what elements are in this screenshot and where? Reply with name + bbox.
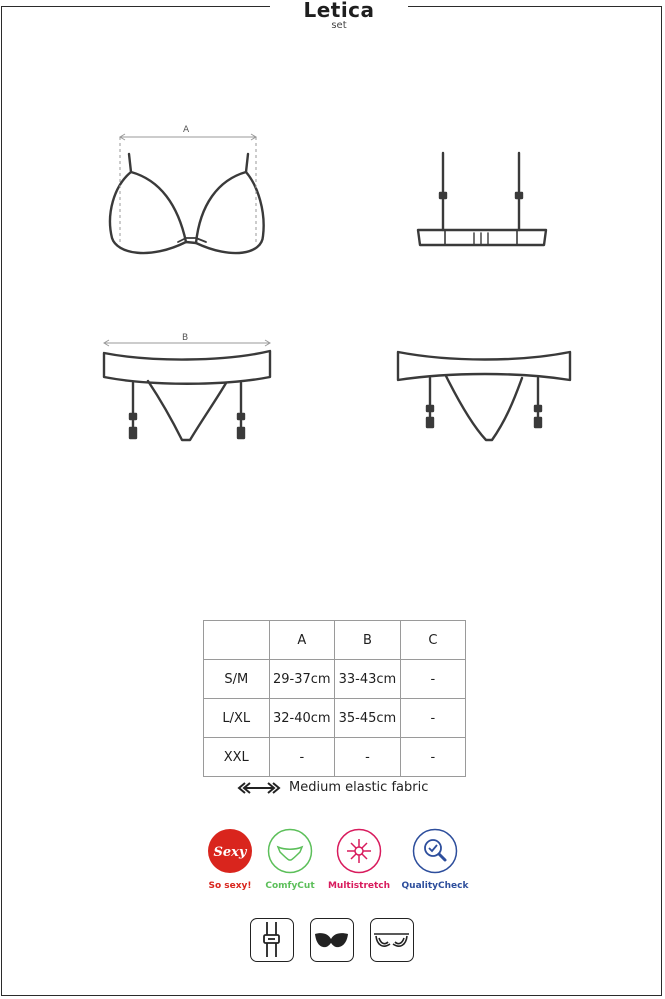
- value-cell: -: [269, 738, 335, 777]
- product-subtitle: set: [331, 20, 347, 31]
- value-cell: -: [400, 699, 465, 738]
- badge-so-sexy: [204, 828, 256, 891]
- bra-front-drawing: [110, 154, 264, 253]
- garter-front-drawing: [104, 351, 270, 440]
- table-header-cell: A: [269, 621, 335, 660]
- badge-label: QualityCheck: [401, 881, 469, 891]
- table-row: [204, 699, 466, 738]
- badge-label: Multistretch: [327, 881, 391, 891]
- underwire-icon: [370, 918, 414, 962]
- size-cell: S/M: [204, 660, 270, 699]
- dimension-b-label: B: [182, 333, 189, 343]
- product-drawings: [0, 0, 665, 470]
- size-cell: XXL: [204, 738, 270, 777]
- garter-back-drawing: [398, 352, 570, 440]
- sexy-icon: [207, 828, 253, 874]
- padded-cups-icon: [310, 918, 354, 962]
- table-header-cell: [204, 621, 270, 660]
- adjustable-strap-icon: [250, 918, 294, 962]
- stretch-arrows-icon: [237, 782, 281, 794]
- badge-multistretch: [327, 828, 391, 891]
- sexy-icon-text: Sexy: [213, 845, 247, 860]
- value-cell: -: [400, 738, 465, 777]
- product-title: Letica: [303, 0, 375, 22]
- value-cell: -: [335, 738, 401, 777]
- table-header-row: [204, 621, 466, 660]
- table-row: [204, 660, 466, 699]
- qualitycheck-icon: [412, 828, 458, 874]
- value-cell: -: [400, 660, 465, 699]
- value-cell: 35-45cm: [335, 699, 401, 738]
- bra-back-drawing: [418, 153, 546, 245]
- dimension-a-label: A: [183, 125, 190, 135]
- badge-label: ComfyCut: [265, 881, 315, 891]
- badge-comfycut: [263, 828, 317, 891]
- size-cell: L/XL: [204, 699, 270, 738]
- fabric-label: Medium elastic fabric: [289, 780, 429, 795]
- table-row: [204, 738, 466, 777]
- size-table: [203, 620, 466, 777]
- table-header-cell: C: [400, 621, 465, 660]
- value-cell: 32-40cm: [269, 699, 335, 738]
- badge-qualitycheck: [400, 828, 470, 891]
- table-header-cell: B: [335, 621, 401, 660]
- value-cell: 29-37cm: [269, 660, 335, 699]
- badge-label: So sexy!: [208, 881, 252, 891]
- fabric-info: [237, 780, 428, 795]
- comfycut-icon: [267, 828, 313, 874]
- multistretch-icon: [336, 828, 382, 874]
- value-cell: 33-43cm: [335, 660, 401, 699]
